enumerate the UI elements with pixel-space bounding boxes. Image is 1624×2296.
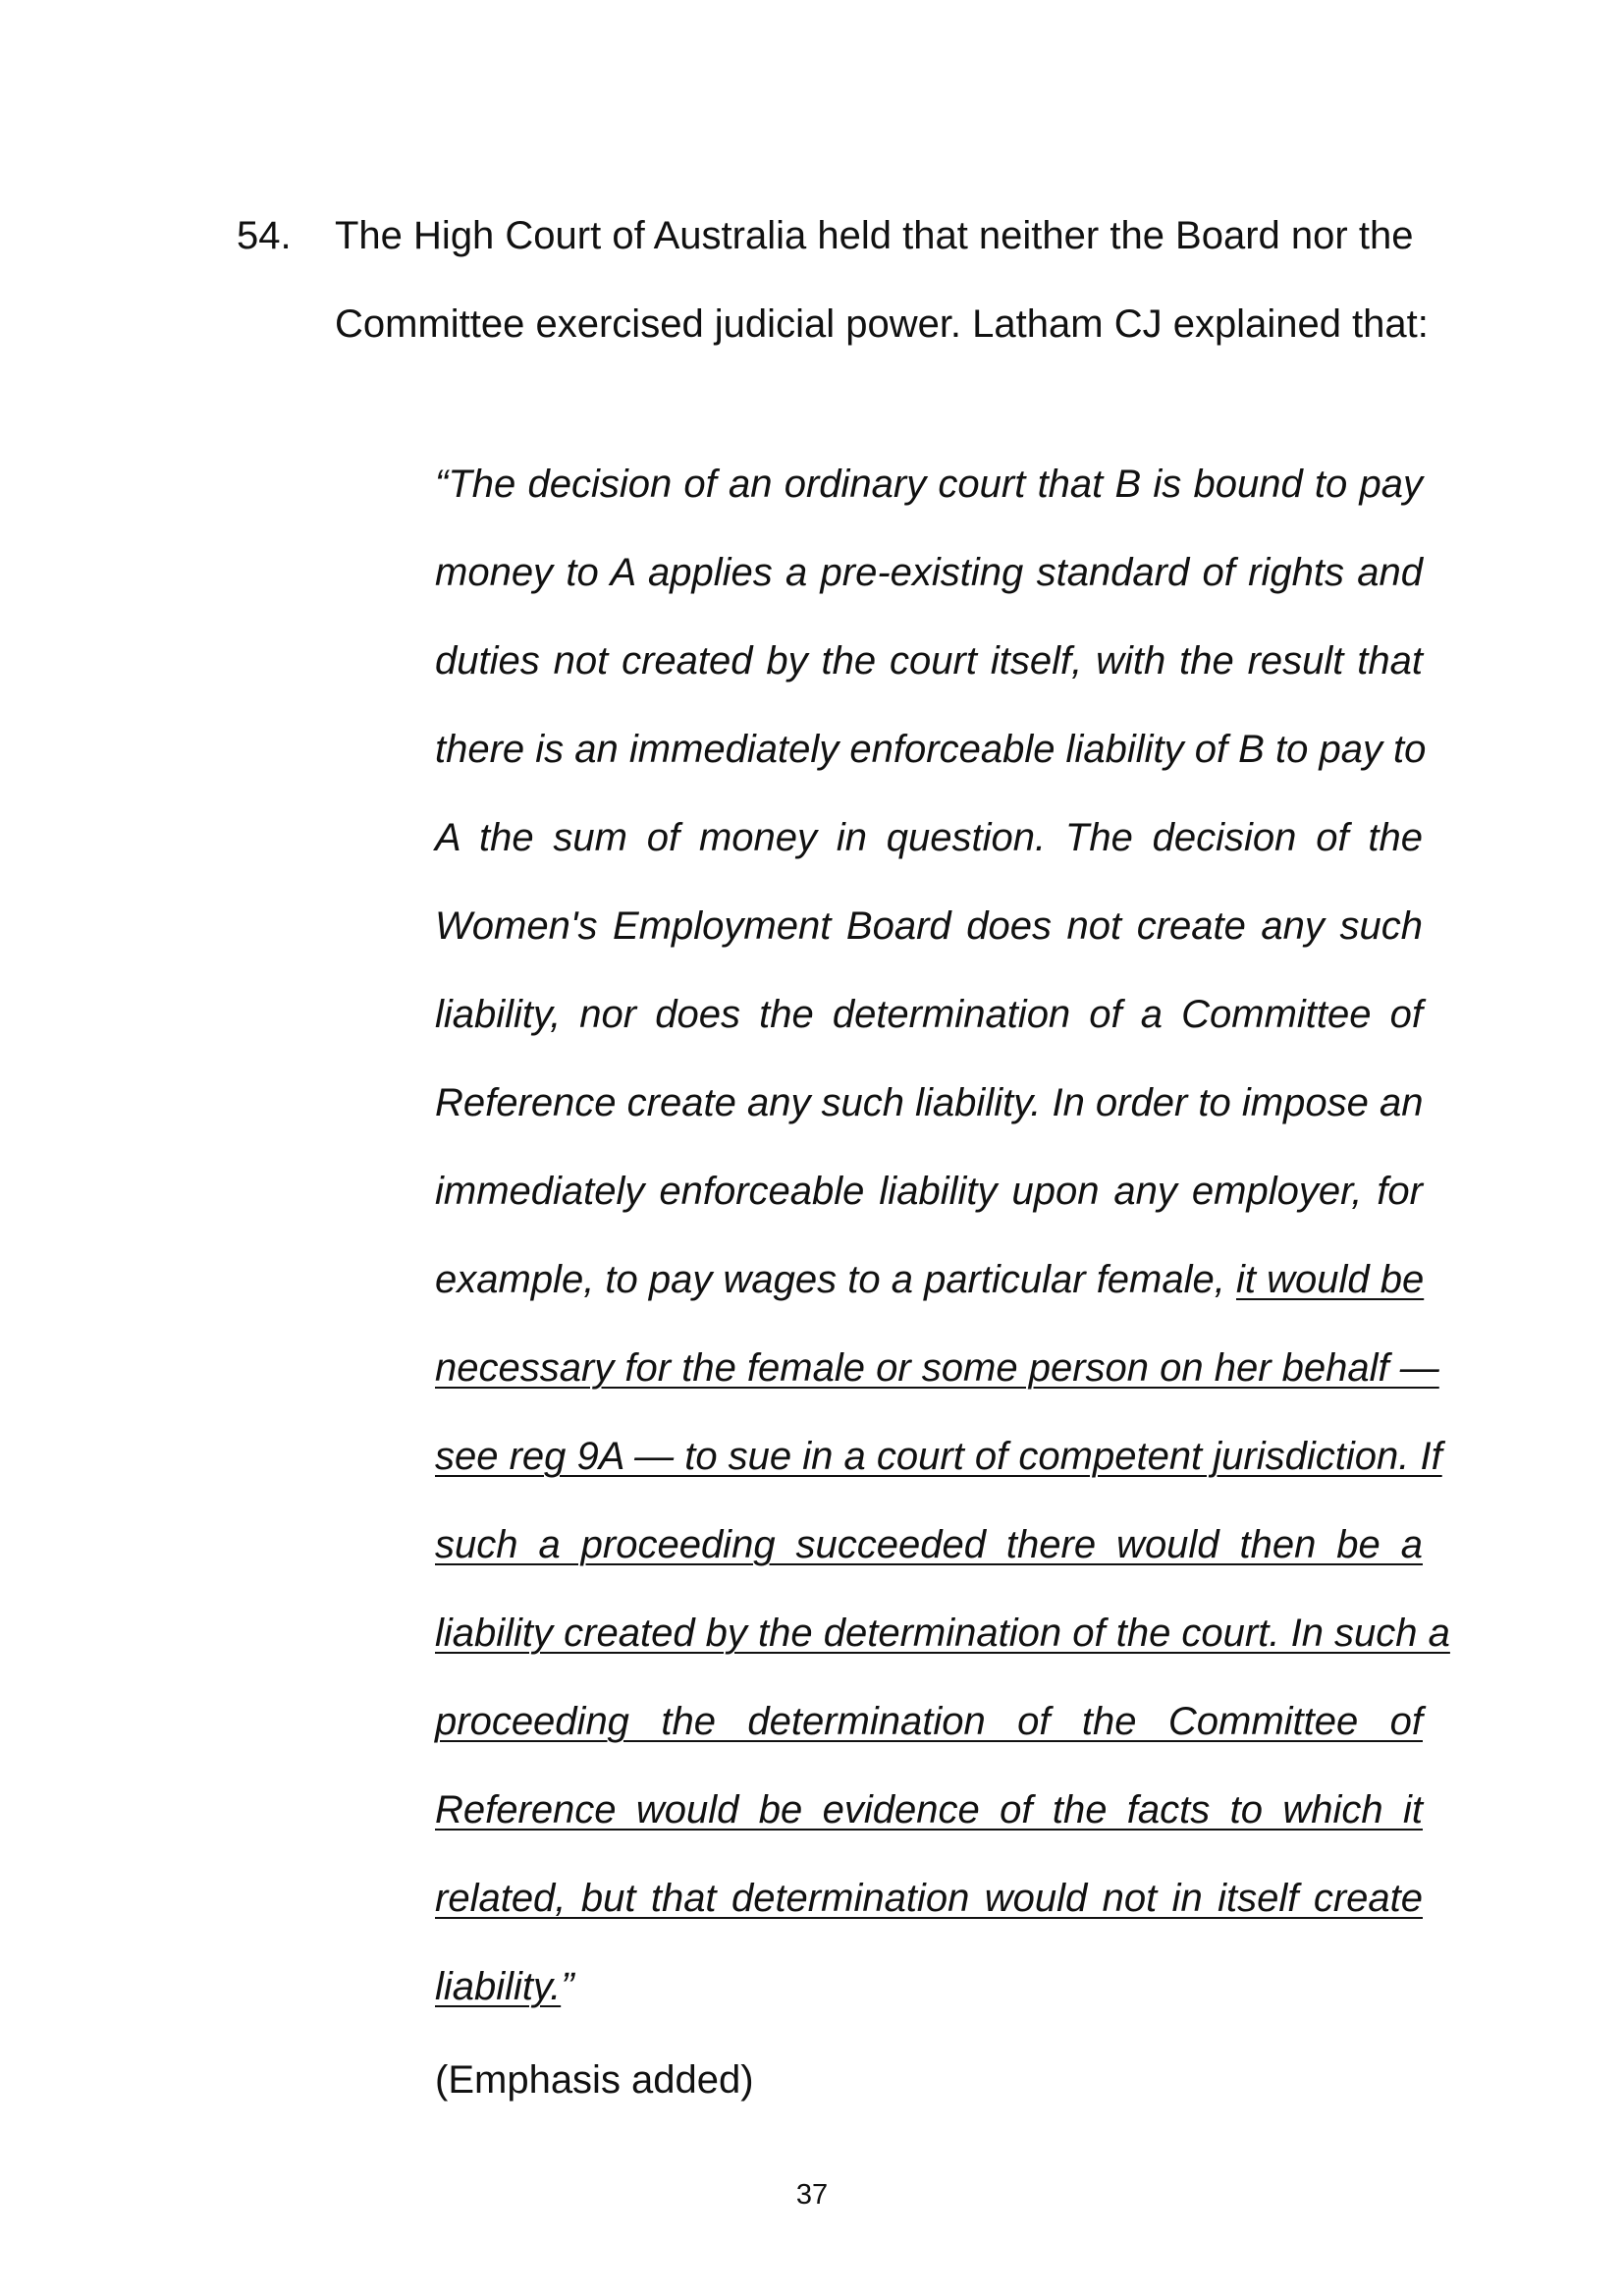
underlined-text: proceeding the determination of the Committee of: [435, 1700, 1423, 1743]
quote-line: [435, 617, 1423, 705]
quote-text: A the sum of money in question. The decision of the: [435, 816, 1423, 859]
paragraph-text: [335, 191, 1429, 368]
quote-line: [435, 1059, 1423, 1147]
quote-line: [435, 1942, 1423, 2031]
quote-text: immediately enforceable liability upon any employer, for: [435, 1170, 1423, 1213]
quote-text: money to A applies a pre-existing standard of rights and: [435, 551, 1423, 594]
quote-line: [435, 1677, 1423, 1766]
underlined-text: such a proceeding succeeded there would then be a: [435, 1523, 1423, 1566]
paragraph-line: Committee exercised judicial power. Latham CJ explained that:: [335, 302, 1429, 346]
paragraph-number: 54.: [237, 214, 292, 257]
block-quote: [435, 440, 1450, 2031]
quote-text: there is an immediately enforceable liability of B to pay to: [435, 728, 1427, 771]
quote-line: [435, 1766, 1423, 1854]
page-number: 37: [795, 2179, 829, 2211]
underlined-text: necessary for the female or some person on her behalf —: [435, 1346, 1439, 1390]
quote-text: Women's Employment Board does not create any such: [435, 904, 1423, 948]
quote-line: [435, 1854, 1423, 1942]
quote-line: [435, 793, 1423, 882]
quote-line: [435, 705, 1427, 793]
quote-line: [435, 1324, 1439, 1412]
quote-text: ”: [561, 1965, 574, 2008]
quote-text: “The decision of an ordinary court that B is bound to pay: [435, 463, 1423, 506]
quote-line: [435, 1412, 1442, 1501]
quote-line: [435, 1235, 1423, 1324]
quote-line: [435, 970, 1423, 1059]
quote-line: [435, 528, 1423, 617]
quote-text: duties not created by the court itself, with the result that: [435, 639, 1423, 683]
underlined-text: it would be: [1235, 1258, 1425, 1301]
quote-line: [435, 1147, 1423, 1235]
underlined-text: liability.: [435, 1965, 562, 2008]
quote-line: [435, 1501, 1423, 1589]
underlined-text: related, but that determination would not in itself create: [435, 1877, 1423, 1920]
quote-line: [435, 882, 1423, 970]
underlined-text: liability created by the determination of the court. In such a: [435, 1612, 1450, 1655]
quote-text: Reference create any such liability. In order to impose an: [435, 1081, 1424, 1124]
underlined-text: Reference would be evidence of the facts to which it: [435, 1788, 1423, 1831]
quote-line: [435, 1589, 1450, 1677]
quote-line: [435, 440, 1423, 528]
emphasis-note: (Emphasis added): [435, 2058, 754, 2102]
quote-text: liability, nor does the determination of a Committee of: [435, 993, 1423, 1036]
paragraph-line: The High Court of Australia held that neither the Board nor the: [335, 214, 1414, 257]
quote-text: example, to pay wages to a particular female,: [435, 1258, 1236, 1301]
underlined-text: see reg 9A — to sue in a court of competent jurisdiction. If: [435, 1435, 1442, 1478]
